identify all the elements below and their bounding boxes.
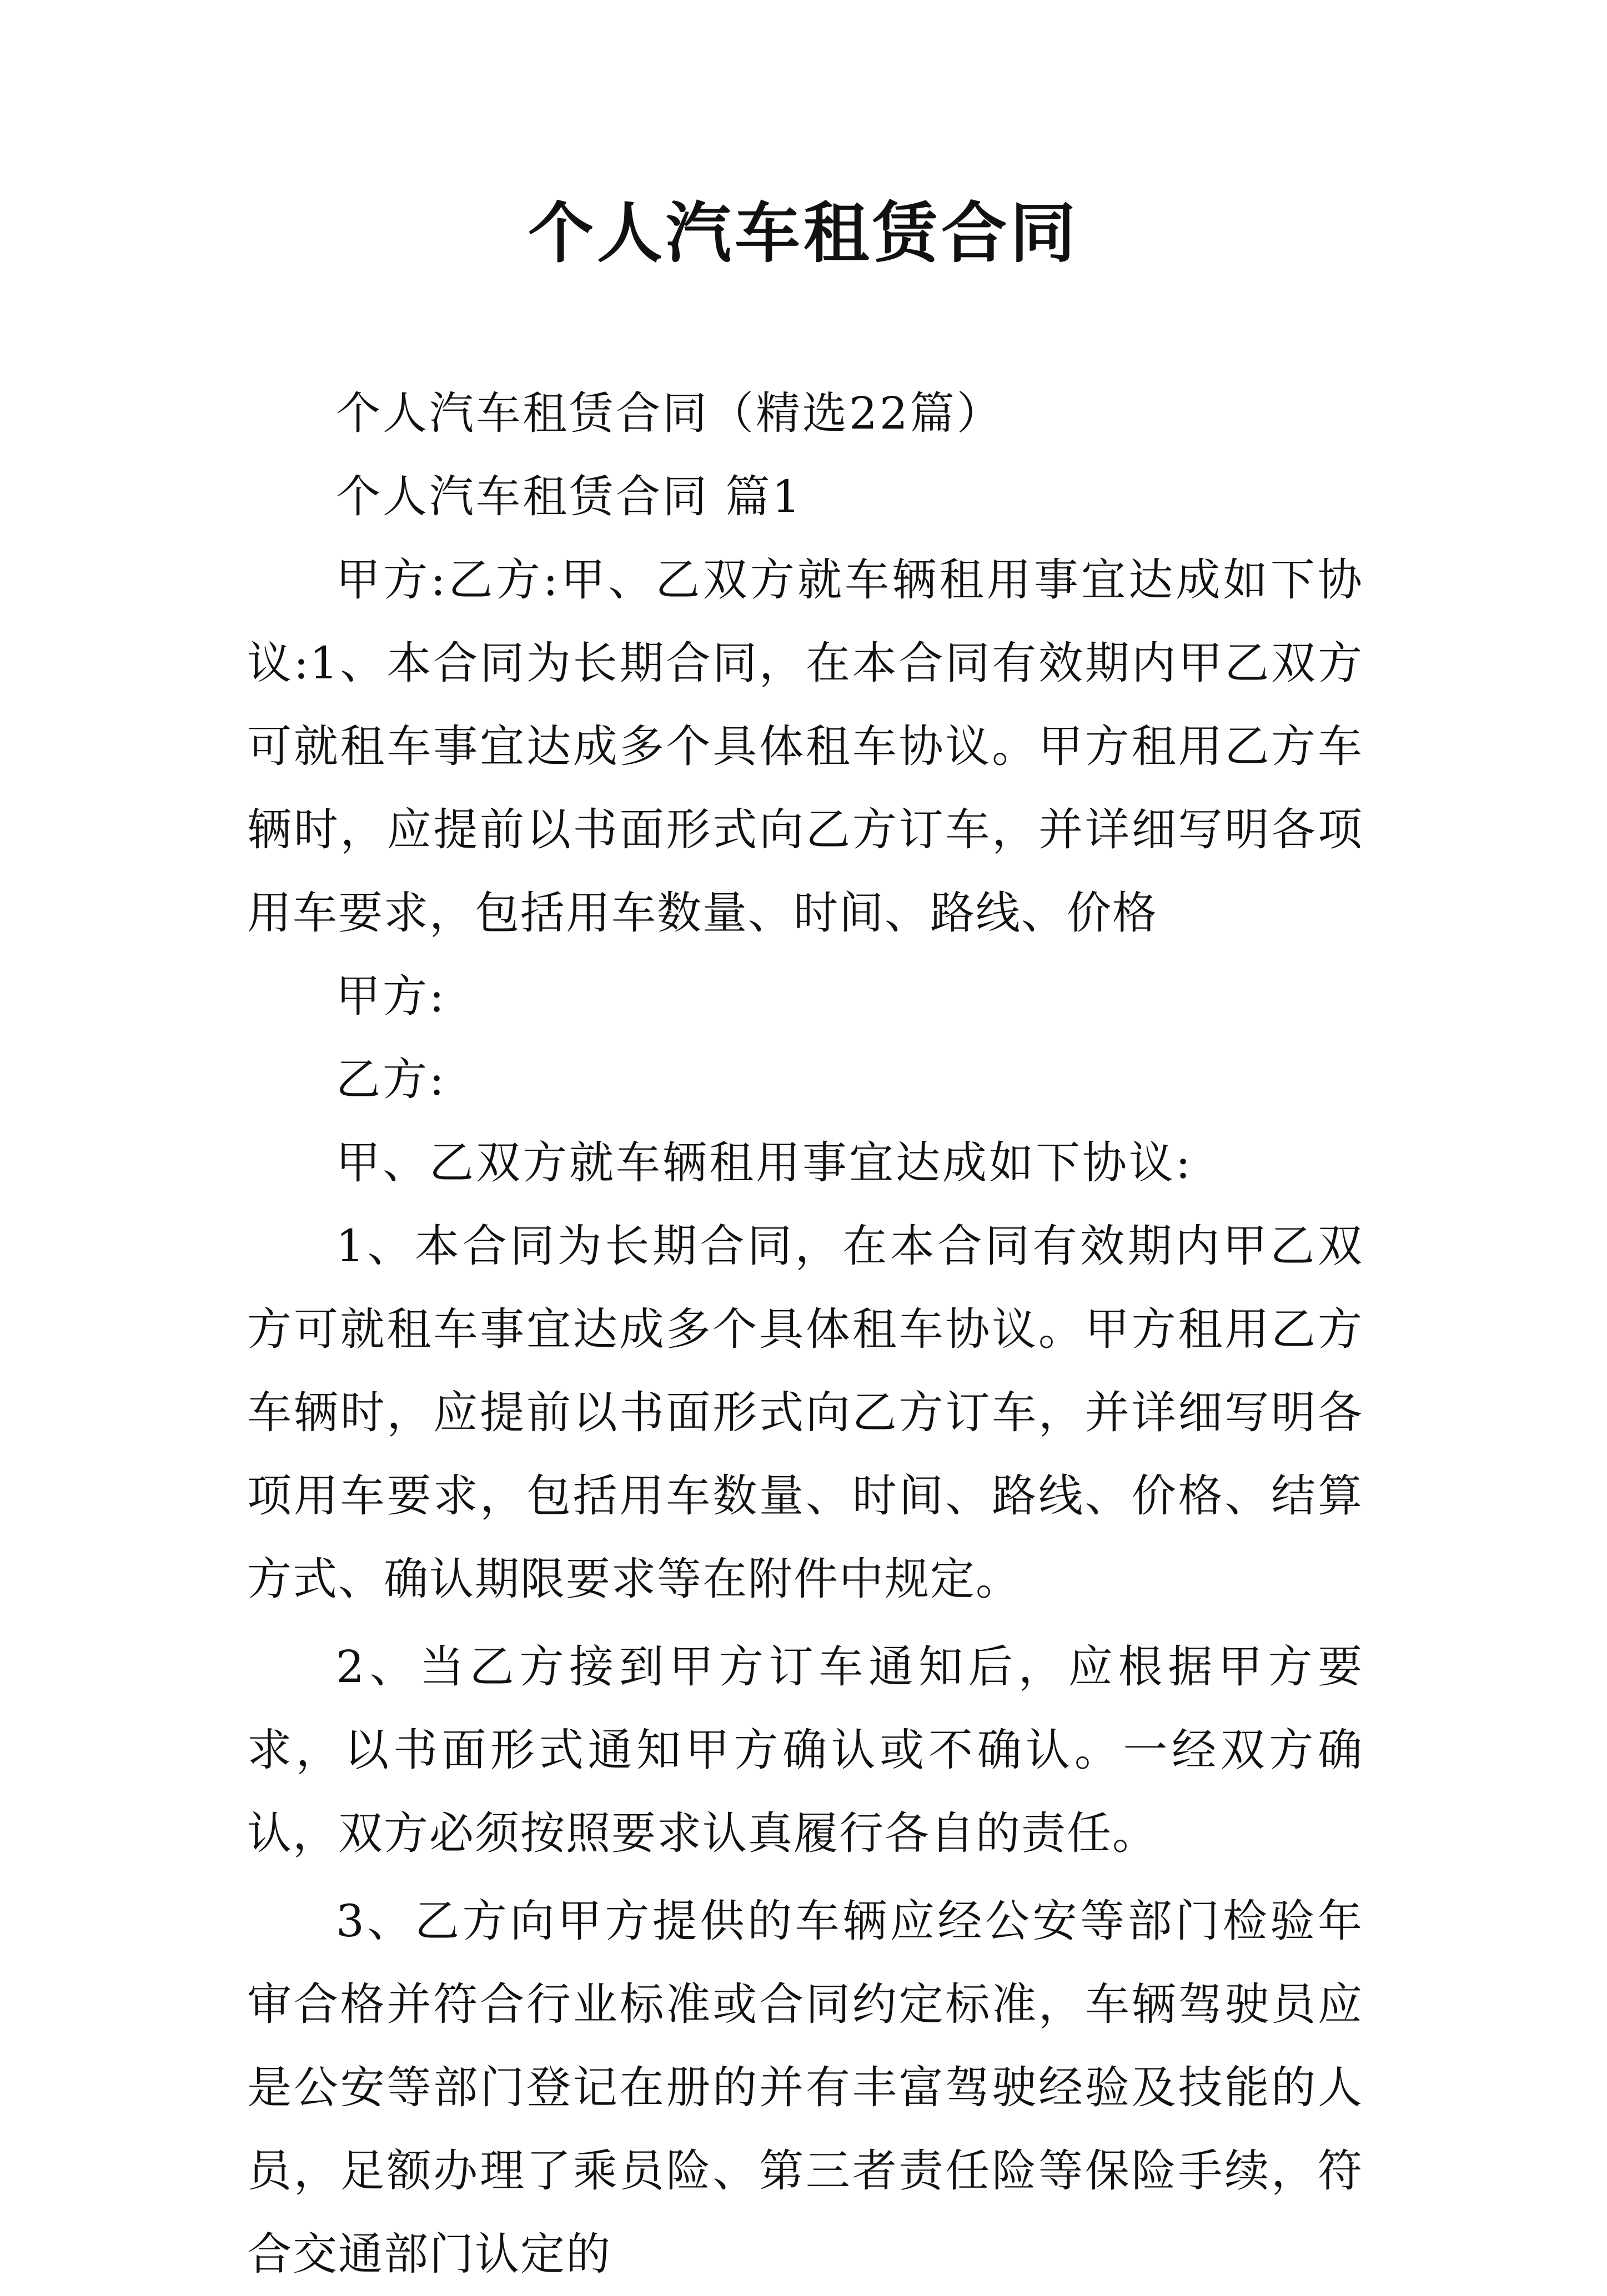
paragraph-section-heading: 个人汽车租赁合同 篇1 <box>336 471 803 522</box>
paragraph-clause-1: 1、本合同为长期合同，在本合同有效期内甲乙双方可就租车事宜达成多个具体租车协议。甲方租用乙方车辆时，应提前以书面形式向乙方订车，并详细写明各项用车要求，包括用车数量、时间、路线、价格、结算方式、确认期限要求等在附件中规定。 <box>247 1220 1363 1605</box>
paragraph-clause-2: 2、当乙方接到甲方订车通知后，应根据甲方要求，以书面形式通知甲方确认或不确认。一经双方确认，双方必须按照要求认真履行各自的责任。 <box>247 1641 1363 1859</box>
paragraph-party-a: 甲方: <box>336 970 446 1022</box>
document-title: 个人汽车租赁合同 <box>528 194 1079 271</box>
paragraph-agreement-intro: 甲、乙双方就车辆租用事宜达成如下协议: <box>336 1137 1193 1189</box>
paragraph-summary: 甲方:乙方:甲、乙双方就车辆租用事宜达成如下协议:1、本合同为长期合同，在本合同有效期内甲乙双方可就租车事宜达成多个具体租车协议。甲方租用乙方车辆时，应提前以书面形式向乙方订车，并详细写明各项用车要求，包括用车数量、时间、路线、价格 <box>247 554 1363 939</box>
paragraph-clause-3: 3、乙方向甲方提供的车辆应经公安等部门检验年审合格并符合行业标准或合同约定标准，车辆驾驶员应是公安等部门登记在册的并有丰富驾驶经验及技能的人员，足额办理了乘员险、第三者责任险等保险手续，符合交通部门认定的 <box>247 1895 1363 2280</box>
paragraph-party-b: 乙方: <box>336 1054 446 1105</box>
paragraph-subtitle: 个人汽车租赁合同（精选22篇） <box>336 387 1003 439</box>
document-body <box>247 372 1363 2296</box>
